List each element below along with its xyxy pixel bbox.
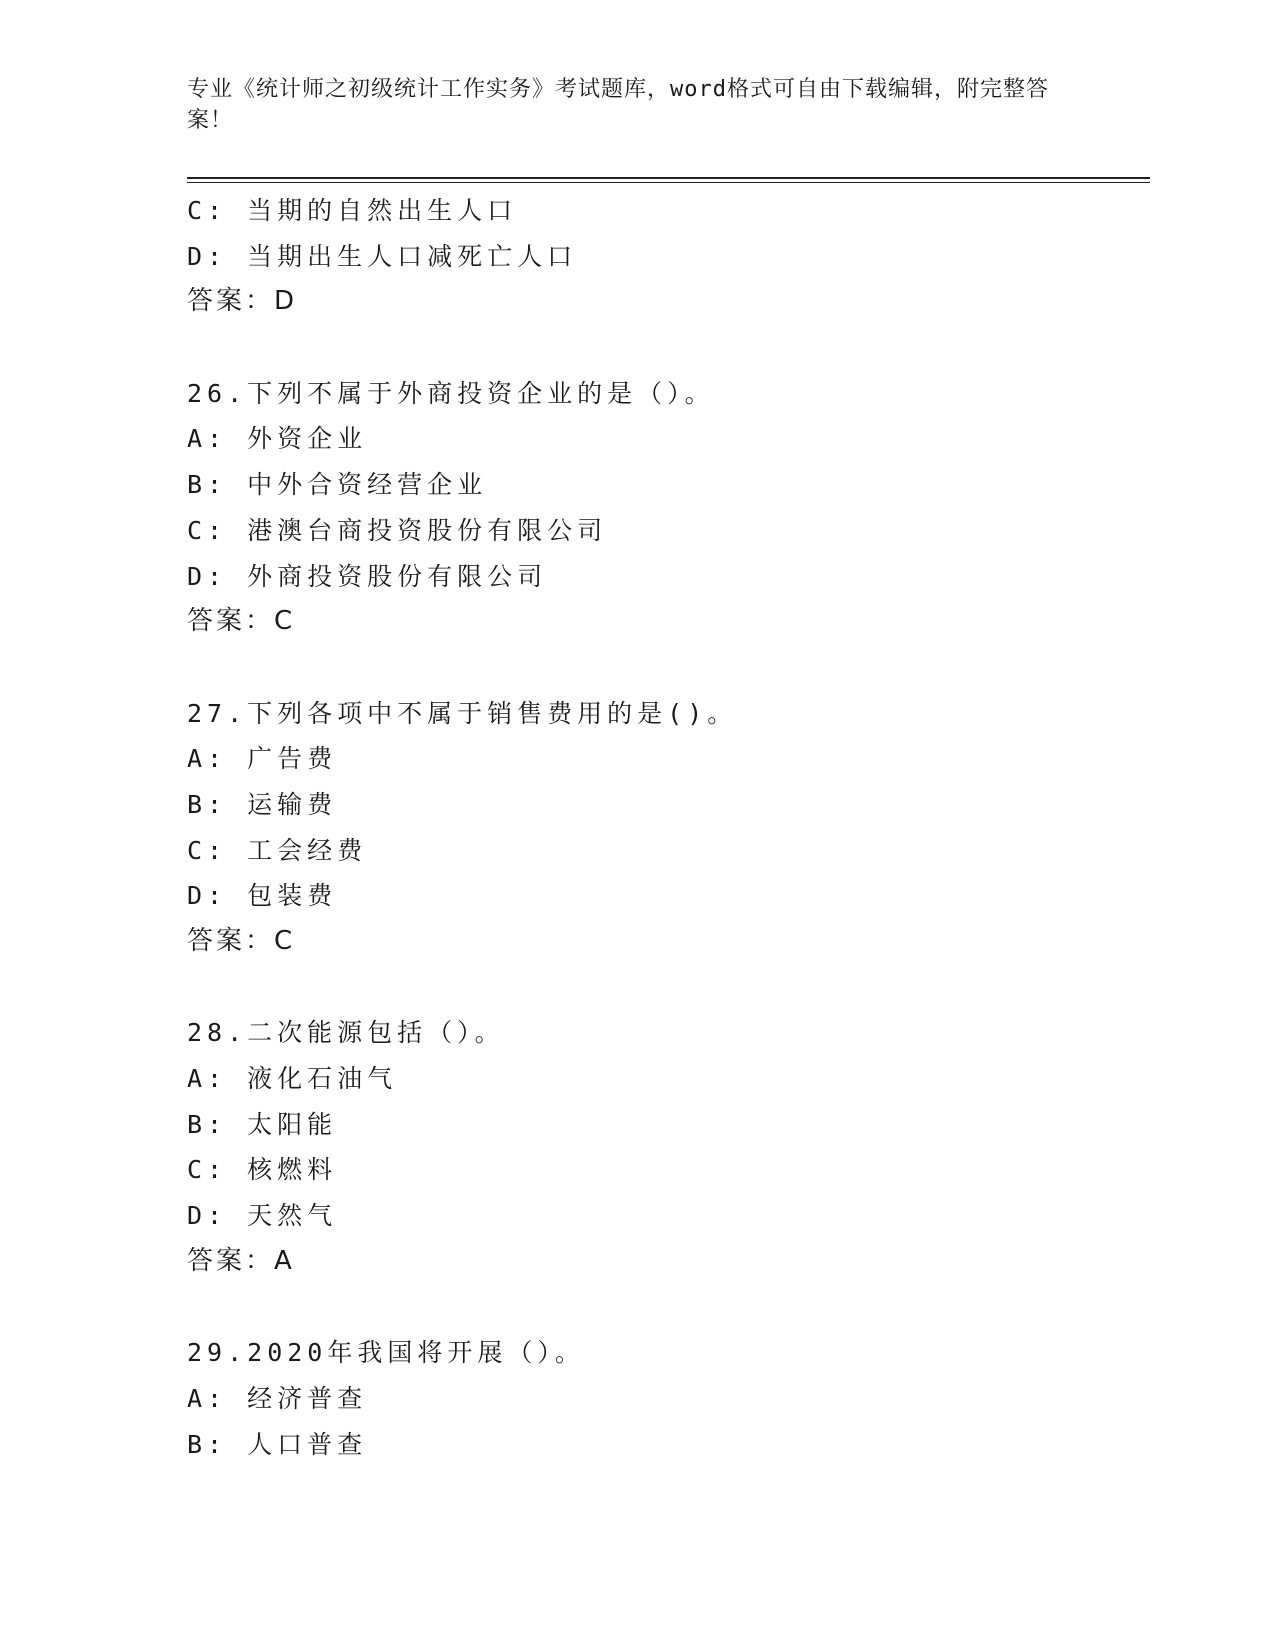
option-b: B: 太阳能: [187, 1109, 338, 1139]
header-divider-thin: [187, 182, 1150, 183]
answer-line: 答案：C: [187, 926, 296, 956]
option-d: D: 天然气: [187, 1201, 338, 1231]
header-divider-thick: [187, 177, 1150, 179]
document-header: 专业《统计师之初级统计工作实务》考试题库，word格式可自由下载编辑，附完整答案！: [187, 77, 1049, 133]
option-b: B: 中外合资经营企业: [187, 470, 488, 500]
option-a: A: 广告费: [187, 744, 338, 774]
option-c: C: 当期的自然出生人口: [187, 196, 518, 225]
option-a: A: 液化石油气: [187, 1064, 398, 1094]
question-stem: 27.下列各项中不属于销售费用的是()。: [187, 698, 738, 728]
question-list: [187, 188, 1147, 1467]
option-d: D: 包装费: [187, 881, 338, 911]
option-d: D: 外商投资股份有限公司: [187, 561, 548, 591]
option-c: C: 核燃料: [187, 1155, 338, 1185]
option-c: C: 工会经费: [187, 835, 368, 865]
option-d: D: 当期出生人口减死亡人口: [187, 241, 578, 271]
answer-line: 答案：A: [187, 1245, 295, 1276]
answer-line: 答案：C: [187, 606, 296, 637]
option-c: C: 港澳台商投资股份有限公司: [187, 515, 608, 545]
option-a: A: 外资企业: [187, 424, 368, 454]
question-stem: 28.二次能源包括（）。: [187, 1018, 505, 1048]
option-b: B: 人口普查: [187, 1429, 368, 1459]
question-stem: 29.2020年我国将开展（）。: [187, 1338, 585, 1368]
question-stem: 26.下列不属于外商投资企业的是（）。: [187, 378, 715, 408]
answer-line: 答案：D: [187, 286, 298, 317]
option-a: A: 经济普查: [187, 1383, 368, 1413]
option-b: B: 运输费: [187, 789, 338, 819]
